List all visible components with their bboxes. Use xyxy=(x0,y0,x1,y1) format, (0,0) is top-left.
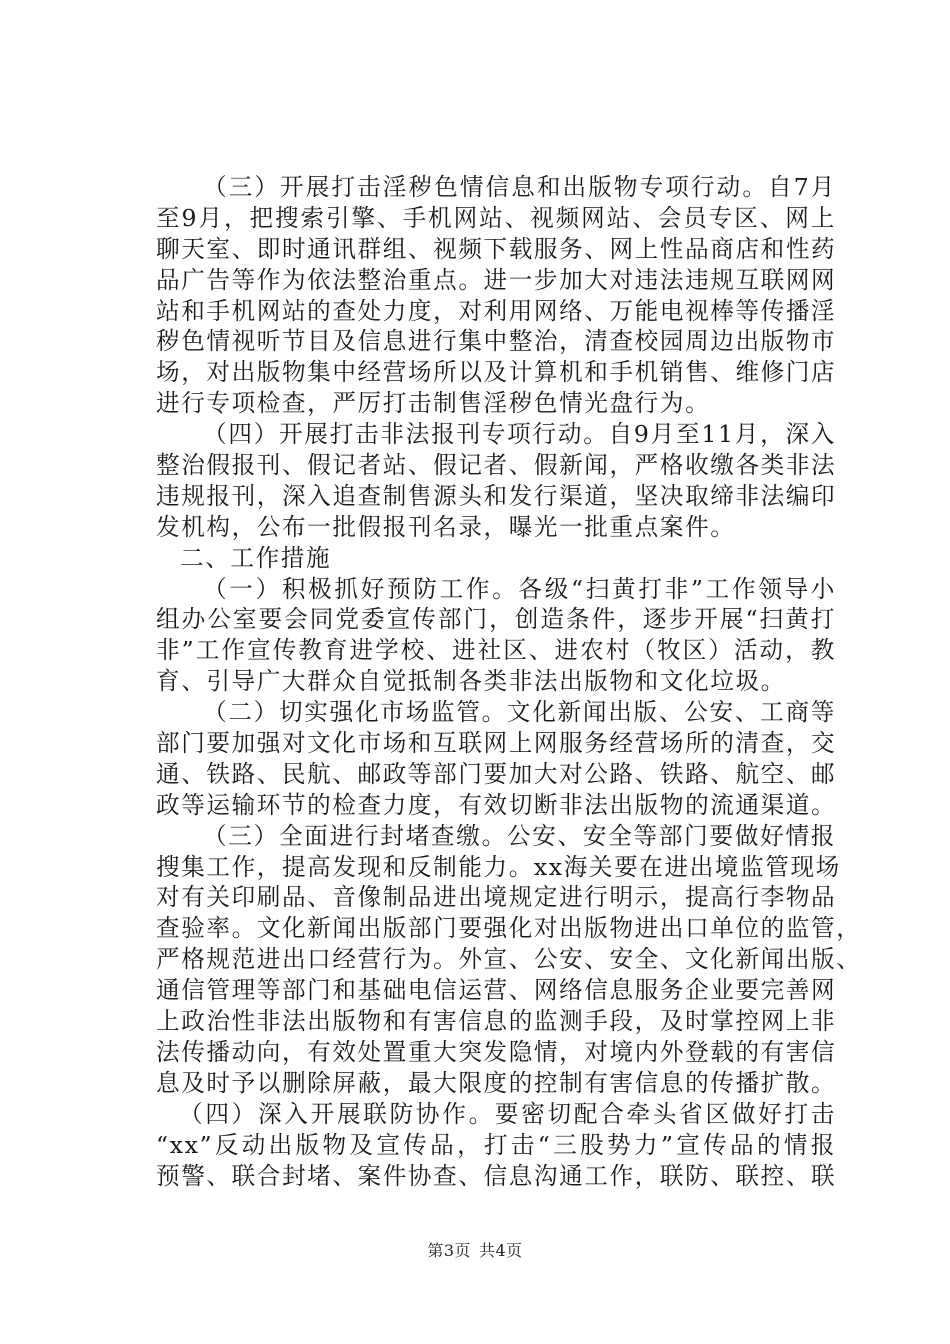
section-heading: 二、工作措施 xyxy=(180,543,332,572)
text-line: 搜集工作，提高发现和反制能力。xx海关要在进出境监管现场 xyxy=(156,852,841,881)
text-line: 预警、联合封堵、案件协查、信息沟通工作，联防、联控、联 xyxy=(156,1161,837,1190)
text-line: 查验率。文化新闻出版部门要强化对出版物进出口单位的监管， xyxy=(156,914,862,943)
text-line: 严格规范进出口经营行为。外宣、公安、安全、文化新闻出版、 xyxy=(156,945,862,974)
page-footer xyxy=(0,1238,950,1261)
text-line: 违规报刊，深入追查制售源头和发行渠道，坚决取缔非法编印 xyxy=(156,481,837,510)
text-line: 站和手机网站的查处力度，对利用网络、万能电视棒等传播淫 xyxy=(156,296,837,325)
text-line: 育、引导广大群众自觉抵制各类非法出版物和文化垃圾。 xyxy=(156,667,786,696)
text-line: 部门要加强对文化市场和互联网上网服务经营场所的清查，交 xyxy=(156,729,837,758)
text-line: （三）全面进行封堵查缴。公安、安全等部门要做好情报 xyxy=(203,821,836,850)
page-number: 第3页 xyxy=(427,1241,471,1260)
text-line: 至9月，把搜索引擎、手机网站、视频网站、会员专区、网上 xyxy=(156,203,836,232)
text-line: 上政治性非法出版物和有害信息的监测手段，及时掌控网上非 xyxy=(156,1007,837,1036)
text-line: 进行专项检查，严厉打击制售淫秽色情光盘行为。 xyxy=(156,389,711,418)
text-line: 对有关印刷品、音像制品进出境规定进行明示，提高行李物品 xyxy=(156,883,837,912)
text-line: 聊天室、即时通讯群组、视频下载服务、网上性品商店和性药 xyxy=(156,234,837,263)
text-line: 秽色情视听节目及信息进行集中整治，清查校园周边出版物市 xyxy=(156,327,837,356)
text-line: （四）深入开展联防协作。要密切配合牵头省区做好打击 xyxy=(179,1099,836,1128)
text-line: 场，对出版物集中经营场所以及计算机和手机销售、维修门店 xyxy=(156,358,837,387)
text-line: “xx”反动出版物及宣传品，打击“三股势力”宣传品的情报 xyxy=(156,1130,836,1159)
page-total: 共4页 xyxy=(479,1241,523,1260)
text-line: 组办公室要会同党委宣传部门，创造条件，逐步开展“扫黄打 xyxy=(156,605,836,634)
text-line: （二）切实强化市场监管。文化新闻出版、公安、工商等 xyxy=(203,698,836,727)
text-line: （三）开展打击淫秽色情信息和出版物专项行动。自7月 xyxy=(203,173,836,201)
document-body xyxy=(156,172,862,1191)
text-line: 法传播动向，有效处置重大突发隐情，对境内外登载的有害信 xyxy=(156,1037,837,1066)
text-line: 整治假报刊、假记者站、假记者、假新闻，严格收缴各类非法 xyxy=(156,451,837,480)
text-line: 政等运输环节的检查力度，有效切断非法出版物的流通渠道。 xyxy=(156,790,837,819)
text-line: 通信管理等部门和基础电信运营、网络信息服务企业要完善网 xyxy=(156,976,837,1005)
text-line: （一）积极抓好预防工作。各级“扫黄打非”工作领导小 xyxy=(203,574,836,603)
text-line: 息及时予以删除屏蔽，最大限度的控制有害信息的传播扩散。 xyxy=(156,1068,837,1097)
text-line: 通、铁路、民航、邮政等部门要加大对公路、铁路、航空、邮 xyxy=(156,759,837,788)
text-line: 发机构，公布一批假报刊名录，曝光一批重点案件。 xyxy=(156,512,736,541)
text-line: （四）开展打击非法报刊专项行动。自9月至11月，深入 xyxy=(203,420,836,449)
text-line: 非”工作宣传教育进学校、进社区、进农村（牧区）活动，教 xyxy=(156,636,836,665)
text-line: 品广告等作为依法整治重点。进一步加大对违法违规互联网网 xyxy=(156,265,837,294)
